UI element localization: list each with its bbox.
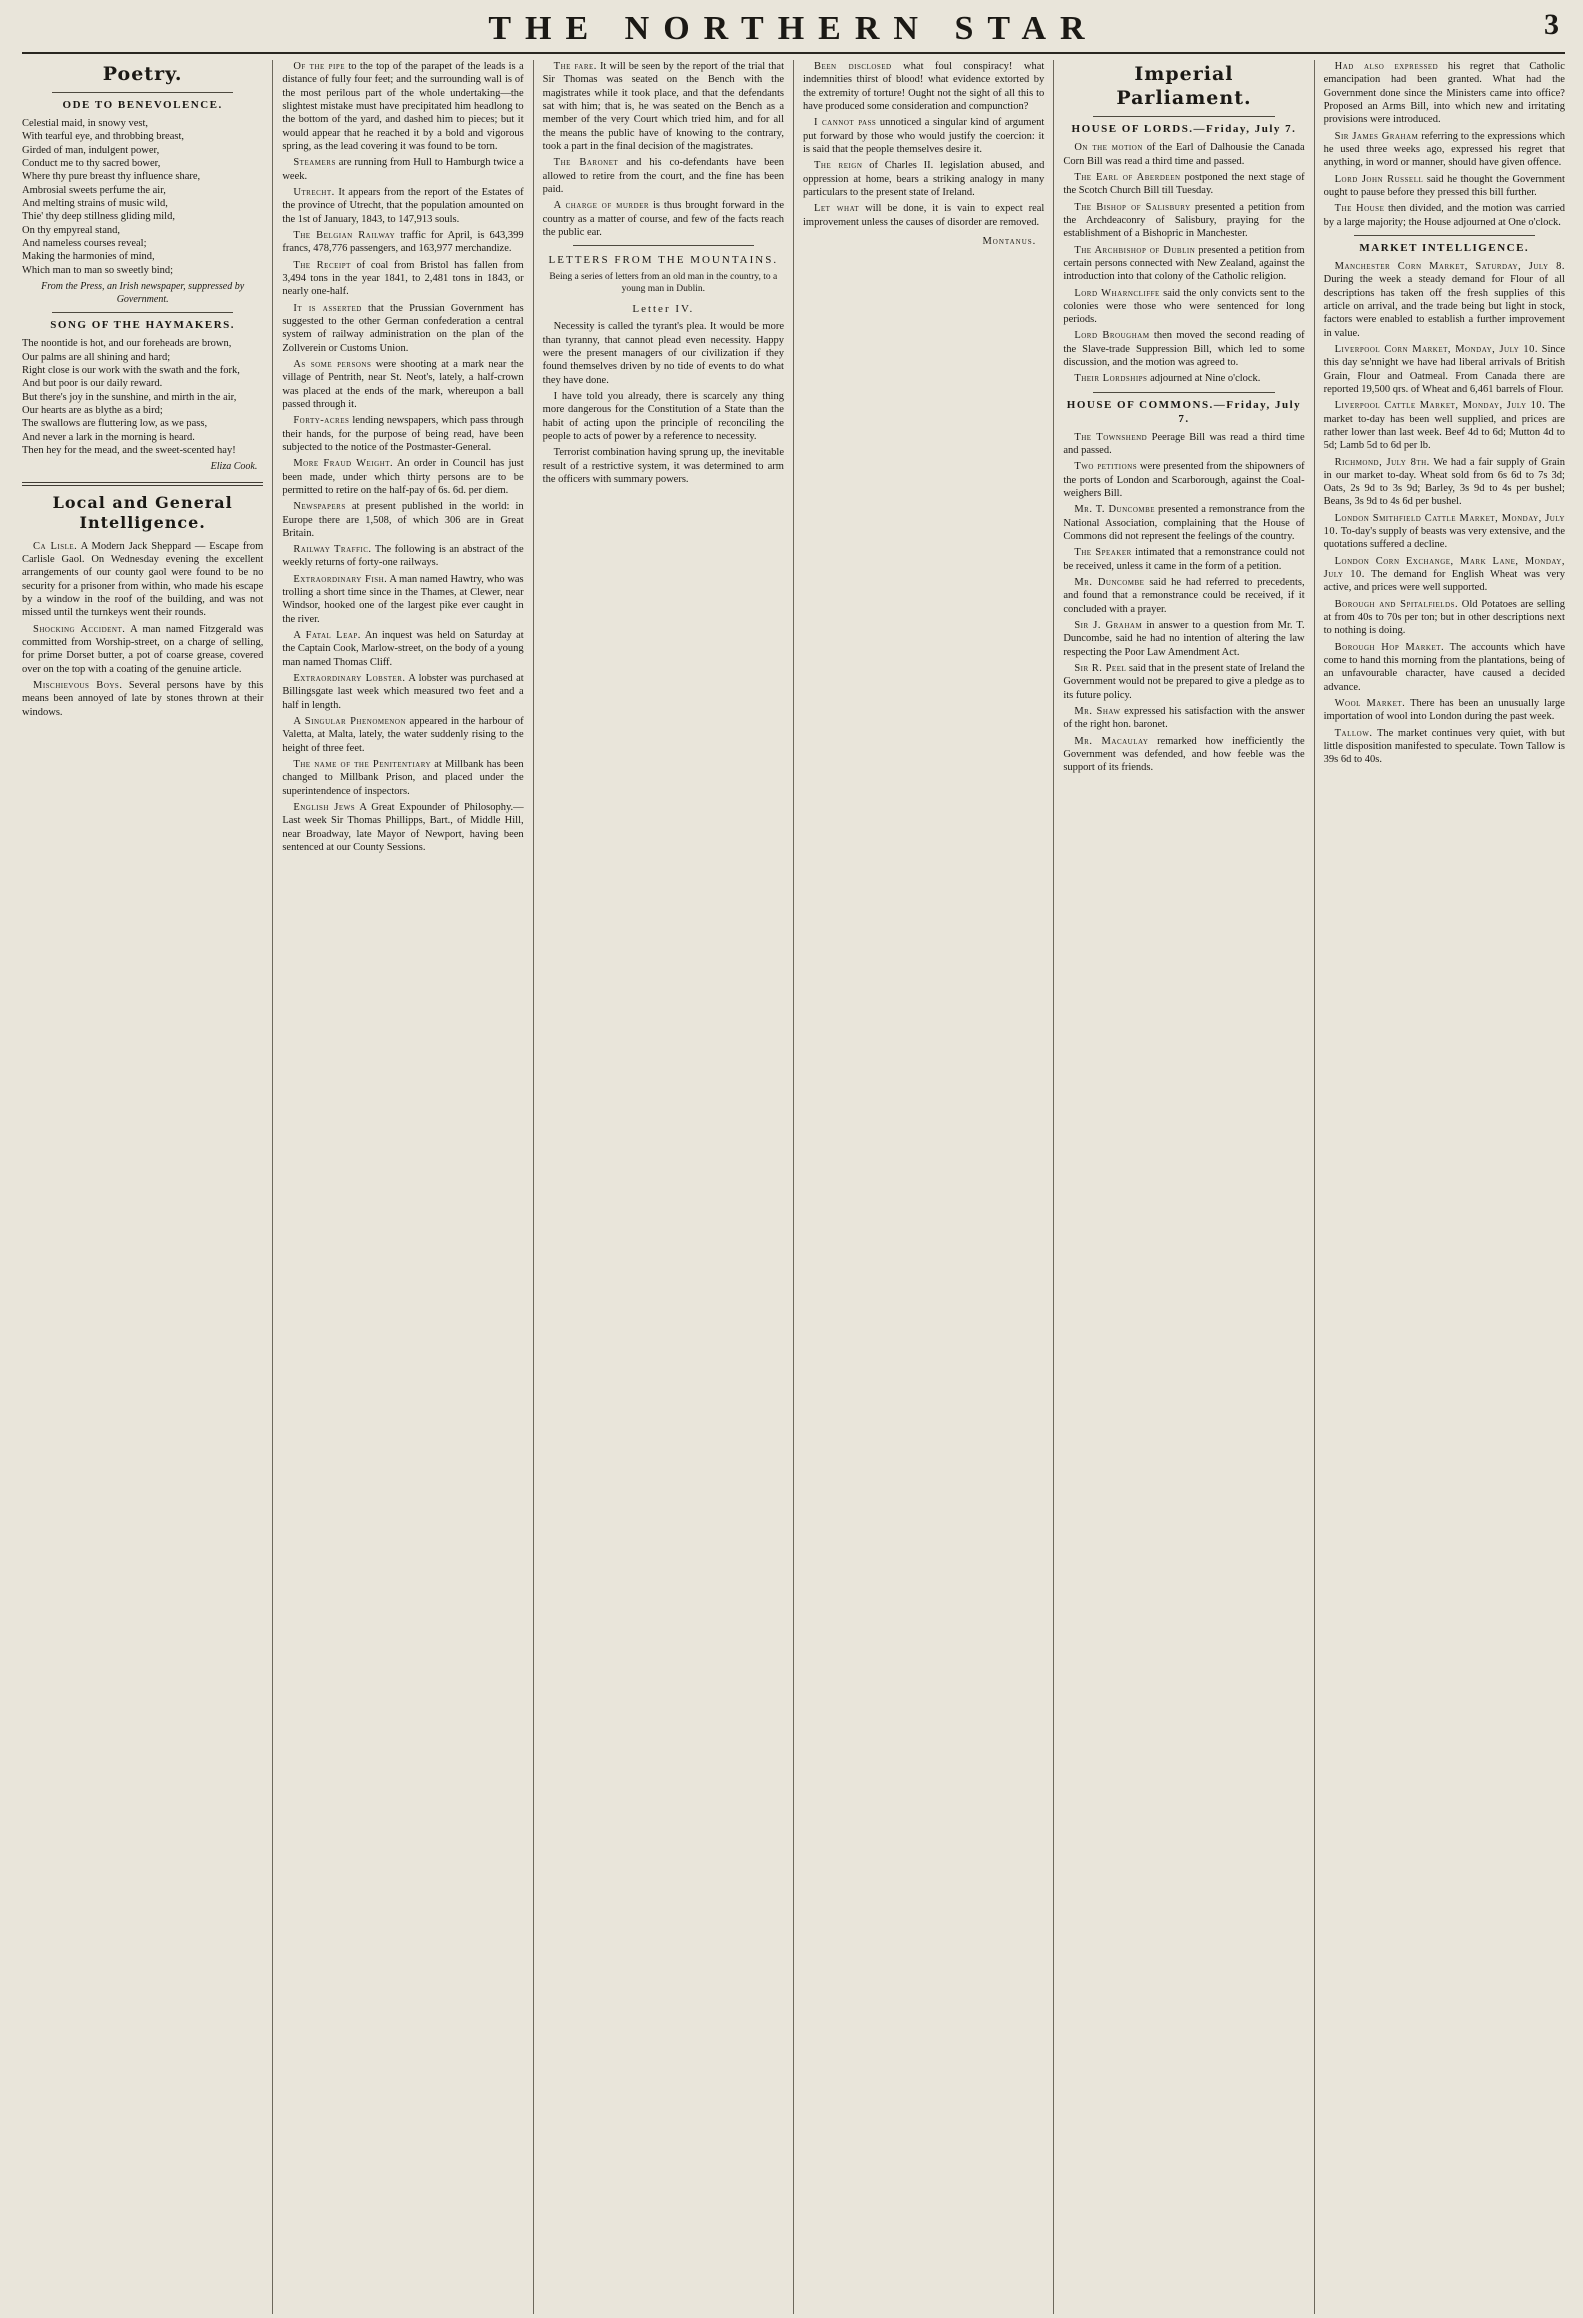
- paragraph-lead: Steamers: [293, 157, 336, 169]
- paragraph: [282, 229, 523, 256]
- paragraph-lead: The Archbishop of Dublin: [1074, 244, 1196, 256]
- paragraph: [282, 358, 523, 411]
- paragraph: [282, 672, 523, 712]
- poem-line: And never a lark in the morning is heard.: [22, 431, 195, 443]
- paragraph-lead: Borough Hop Market.: [1334, 641, 1445, 653]
- paragraph: [22, 679, 263, 719]
- paragraph: [543, 199, 784, 239]
- column-4: [793, 60, 1053, 2314]
- paragraph: [282, 758, 523, 798]
- paragraph-text: A man named Hawtry, who was trolling a short time since in the Thames, at Clewer, near Windsor, hooked one of the largest pike ever caught in the river.: [282, 573, 524, 625]
- paragraph: [282, 457, 523, 497]
- paragraph: [1063, 372, 1304, 385]
- paragraph-lead: Wool Market.: [1334, 698, 1406, 710]
- paragraph: [22, 623, 263, 676]
- divider: [1093, 392, 1274, 393]
- paragraph: [803, 202, 1044, 229]
- divider: [52, 312, 233, 313]
- paragraph-text: then moved the second reading of the Slave-trade Suppression Bill, which led to some discussion, and the motion was agreed to.: [1063, 330, 1305, 369]
- paragraph-text: of the Earl of Dalhousie the Canada Corn Bill was read a third time and passed.: [1063, 142, 1305, 167]
- paragraph: [1063, 287, 1304, 327]
- paragraph-lead: The Speaker: [1074, 547, 1132, 559]
- poem-line: Ambrosial sweets perfume the air,: [22, 184, 166, 196]
- paragraph-text: were shooting at a mark near the village of Pentrith, near St. Neot's, lately, a half-crown was placed at the ends of the mark, whereupon a ball passed through it.: [282, 358, 524, 410]
- paragraph-text: Since this day se'nnight we have had liberal arrivals of British Grain, Flour and Oatmeal. From Canada there are reported 19,500 qrs. of Wheat and 6,461 barrels of Flour.: [1323, 343, 1565, 395]
- paragraph-lead: Mr. Duncombe: [1074, 577, 1145, 589]
- poem-line: Our hearts are as blythe as a bird;: [22, 405, 163, 417]
- paragraph: [1324, 598, 1565, 638]
- paragraph-text: in answer to a question from Mr. T. Duncombe, said he had no intention of altering the law respecting the Poor Law Amendment Act.: [1063, 620, 1305, 658]
- paragraph-text: The following is an abstract of the weekly returns of forty-one railways.: [282, 544, 524, 569]
- paragraph-lead: Railway Traffic.: [293, 544, 372, 556]
- paragraph-lead: Mr. Macaulay: [1074, 735, 1149, 747]
- parliament-continued: [1324, 60, 1565, 229]
- divider: [1354, 235, 1535, 236]
- paragraph: [1324, 343, 1565, 396]
- column-2: [272, 60, 532, 2314]
- paragraph-text: We had a fair supply of Grain in our market to-day. Wheat sold from 6s 6d to 7s 3d; Oats, 2s 9d to 3s 9d; Barley, 3s 9d to 4s per bushel; Beans, 3s 9d to 4s 6d per bushel.: [1323, 456, 1565, 508]
- paragraph-text: are running from Hull to Hamburgh twice a week.: [282, 157, 524, 182]
- paragraph-text: postponed the next stage of the Scotch Church Bill till Tuesday.: [1063, 171, 1305, 197]
- paragraph-lead: Mischievous Boys.: [33, 679, 123, 691]
- paragraph-lead: The fare.: [553, 61, 597, 72]
- paragraph-text: then divided, and the motion was carried by a large majority; the House adjourned at One o'clock.: [1323, 203, 1565, 228]
- poem-author: Eliza Cook.: [210, 461, 258, 473]
- poem-line: And but poor is our daily reward.: [22, 378, 163, 390]
- letters-description: Being a series of letters from an old man in the country, to a young man in Dublin.: [549, 272, 778, 295]
- paragraph: [1063, 244, 1304, 284]
- paragraph-text: said he thought the Government ought to pause before they pressed this bill further.: [1323, 173, 1565, 198]
- paragraph-text: presented a petition from certain persons connected with New Zealand, against the introduction into that colony of the Catholic religion.: [1063, 244, 1305, 283]
- paragraph: [1063, 460, 1304, 500]
- paragraph-lead: Liverpool Corn Market, Monday, July 10.: [1334, 343, 1538, 355]
- paragraph-text: is thus brought forward in the country as a matter of course, and few of the facts reach the public ear.: [542, 200, 784, 238]
- paragraph-text: of coal from Bristol has fallen from 3,494 tons in the year 1841, to 2,481 tons in 1843, or nearly one-half.: [282, 259, 524, 298]
- paragraph: [1324, 173, 1565, 200]
- paragraph: [1063, 662, 1304, 702]
- paragraph-text: said the only convicts sent to the colonies were those who were sentenced for long periods.: [1063, 287, 1305, 326]
- paragraph-lead: Mr. Shaw: [1074, 705, 1121, 717]
- poem-title: SONG OF THE HAYMAKERS.: [50, 319, 236, 332]
- paragraph: [1063, 619, 1304, 659]
- poem-line: Our palms are all shining and hard;: [22, 351, 171, 363]
- paragraph: [282, 543, 523, 570]
- paragraph: [282, 156, 523, 183]
- paragraph-lead: Utrecht.: [293, 186, 335, 198]
- paragraph-lead: London Corn Exchange, Mark Lane, Monday, July 10.: [1323, 555, 1565, 581]
- paragraph-lead: The Townshend: [1074, 431, 1148, 443]
- divider: [573, 245, 754, 246]
- page-number: 3: [1544, 8, 1559, 41]
- paragraph: [1324, 727, 1565, 767]
- paragraph-text: The market continues very quiet, with but little disposition manifested to speculate. Town Tallow is 39s 6d to 40s.: [1323, 727, 1565, 766]
- paragraph-text: remarked how inefficiently the Government was defended, and how feeble was the support of its friends.: [1063, 735, 1305, 774]
- paragraph: [282, 573, 523, 626]
- paragraph-lead: On the motion: [1074, 142, 1143, 154]
- paragraph-text: lending newspapers, which pass through their hands, for the purpose of being read, have been subjected to the notice of the Postmaster-General.: [282, 415, 524, 453]
- poem-source: From the Press, an Irish newspaper, suppressed by Government.: [41, 281, 245, 305]
- paragraph: [282, 801, 523, 854]
- paragraph-lead: A Singular Phenomenon: [293, 716, 407, 728]
- paragraph: [1324, 697, 1565, 724]
- paragraph: [1063, 576, 1304, 616]
- poem-line: The noontide is hot, and our foreheads are brown,: [22, 338, 232, 350]
- paragraph-text: There has been an unusually large importation of wool into London during the past week.: [1323, 698, 1565, 723]
- paragraph-text: Peerage Bill was read a third time and passed.: [1063, 431, 1305, 457]
- market-intelligence-heading: MARKET INTELLIGENCE.: [1359, 241, 1530, 254]
- letter-signature: Montanus.: [982, 235, 1037, 247]
- poem-body: [22, 337, 263, 457]
- paragraph-text: expressed his satisfaction with the answer of the right hon. baronet.: [1063, 705, 1305, 731]
- masthead-title: THE NORTHERN STAR: [488, 10, 1099, 47]
- paragraph: [543, 156, 784, 196]
- paragraph: [1324, 202, 1565, 229]
- paragraph-lead: Lord Brougham: [1074, 330, 1150, 342]
- poem-line: Girded of man, indulgent power,: [22, 144, 160, 156]
- paragraph-lead: The Baronet: [553, 157, 619, 169]
- paragraph-lead: Extraordinary Fish.: [293, 573, 388, 585]
- paragraph-lead: As some persons: [293, 358, 372, 370]
- paragraph: [1324, 456, 1565, 509]
- paragraph: [22, 540, 263, 620]
- paragraph-lead: The Belgian Railway: [293, 229, 396, 241]
- poem-line: Conduct me to thy sacred bower,: [22, 158, 161, 170]
- paragraph-lead: English Jews: [293, 802, 356, 814]
- news-items: [282, 60, 523, 854]
- paragraph-lead: Richmond, July 8th.: [1334, 456, 1430, 468]
- poem-line: Where thy pure breast thy influence share,: [22, 171, 201, 183]
- paragraph-lead: Liverpool Cattle Market, Monday, July 10.: [1334, 400, 1546, 412]
- paragraph-lead: Newspapers: [293, 501, 346, 513]
- paragraph-text: It will be seen by the report of the trial that Sir Thomas was seated on the Bench with the magistrates while it took place, and that the defendants sat with him; that is, he was seated on the Bench as a member of the very Court which tried him, and for all the means the public have of knowing to the contrary, took a part in the final decision of the magistrates.: [542, 61, 784, 152]
- column-1: [22, 60, 272, 2314]
- paragraph: [282, 259, 523, 299]
- poem-line: Right close is our work with the swath and the fork,: [22, 365, 240, 377]
- paragraph: [1324, 641, 1565, 694]
- house-of-lords-heading: HOUSE OF LORDS.—Friday, July 7.: [1071, 123, 1297, 136]
- poem-line: Thie' thy deep stillness gliding mild,: [22, 211, 175, 223]
- paragraph-lead: Had also expressed: [1334, 61, 1439, 72]
- letter-number: Letter IV.: [632, 303, 695, 316]
- poem-line: And nameless courses reveal;: [22, 238, 147, 250]
- paragraph-text: appeared in the harbour of Valetta, at Malta, lately, the water suddenly rising to the height of three feet.: [282, 716, 524, 754]
- paragraph-lead: Two petitions: [1074, 461, 1138, 473]
- section-heading-poetry: Poetry.: [102, 63, 183, 85]
- paragraph-text: said he had referred to precedents, and found that a remonstrance could be received, if it concluded with a prayer.: [1063, 577, 1305, 615]
- paragraph: [1063, 171, 1304, 198]
- paragraph-text: A man named Fitzgerald was committed from Worship-street, on a charge of selling, for prime Dorset butter, a pot of coarse grease, covered over on the top with a coating of the genuine article.: [22, 623, 264, 675]
- paragraph-text: An inquest was held on Saturday at the Captain Cook, Marlow-street, on the body of a young man named Thomas Cliff.: [282, 630, 524, 668]
- paragraph-lead: Tallow.: [1334, 727, 1373, 739]
- paragraph-text: presented a remonstrance from the National Association, complaining that the House of Commons did not represent the feelings of the country.: [1063, 504, 1305, 543]
- paragraph: [1063, 546, 1304, 573]
- paragraph-lead: Lord Wharncliffe: [1074, 287, 1160, 299]
- column-3: [533, 60, 793, 2314]
- paragraph-text: During the week a steady demand for Flour of all descriptions has taken off the fresh supplies of this article on arrival, and the trade being but light in stock, factors were enabled to establish a further improvement in value.: [1323, 274, 1565, 339]
- paragraph-text: adjourned at Nine o'clock.: [1150, 373, 1261, 385]
- paragraph: [1063, 431, 1304, 458]
- letters-heading: LETTERS FROM THE MOUNTAINS.: [548, 254, 779, 267]
- poem-line: Then hey for the mead, and the sweet-scented hay!: [22, 445, 236, 456]
- paragraph: [1063, 329, 1304, 369]
- paragraph-text: Several persons have by this means been annoyed of late by stones thrown at their windows.: [22, 679, 264, 718]
- paragraph-lead: The name of the Penitentiary: [293, 759, 432, 771]
- paragraph: [282, 414, 523, 454]
- poem-title: ODE TO BENEVOLENCE.: [62, 99, 223, 112]
- paragraph: [1324, 60, 1565, 127]
- paragraph-text: said that in the present state of Ireland the Government would not be prepared to give a pledge as to its future policy.: [1063, 662, 1305, 701]
- paragraph-lead: Extraordinary Lobster.: [293, 673, 406, 685]
- paragraph: [803, 116, 1044, 156]
- paragraph: [282, 186, 523, 226]
- paragraph-text: at Millbank has been changed to Millbank Prison, and placed under the superintendence of inspectors.: [282, 759, 524, 797]
- house-of-commons-heading: HOUSE OF COMMONS.—Friday, July 7.: [1066, 398, 1302, 425]
- paragraph-text: of Charles II. legislation abused, and oppression at home, bears a striking analogy in many particulars to the present state of Ireland.: [802, 160, 1045, 198]
- news-items: [22, 540, 263, 719]
- paragraph: [543, 60, 784, 153]
- letter-body: [543, 320, 784, 486]
- paragraph-text: A lobster was purchased at Billingsgate last week which measured two feet and a half in length.: [282, 673, 524, 711]
- paragraph-text: were presented from the shipowners of the ports of London and Scarborough, against the Coal-weighers Bill.: [1063, 461, 1305, 500]
- paragraph: [1063, 735, 1304, 775]
- paragraph-text: and his co-defendants have been allowed to retire from the court, and the fine has been paid.: [542, 157, 784, 195]
- poem-line: But there's joy in the sunshine, and mirth in the air,: [22, 391, 237, 403]
- poem-line: The swallows are fluttering low, as we pass,: [22, 418, 208, 430]
- article-body: [543, 60, 784, 239]
- paragraph-lead: Lord John Russell: [1334, 173, 1424, 185]
- paragraph-text: to the top of the parapet of the leads is a distance of fully four feet; and the surrounding wall is of the most perilous part of the whole undertaking—the slightest mistake must have precipitated him headlong to the bottom of the yard, and dashed him to pieces; but it would appear that he reached it by a bold and vigorous spring, as the lead covering it was found to be torn.: [282, 61, 524, 152]
- paragraph-lead: Been disclosed: [813, 61, 892, 72]
- paragraph-text: An order in Council has just been made, under which thirty persons are to be permitted to retire on the half-pay of 6s. 6d. per diem.: [282, 458, 524, 496]
- paragraph-lead: Sir James Graham: [1334, 130, 1419, 142]
- divider: [1093, 116, 1274, 117]
- paragraph: Necessity is called the tyrant's plea. It would be more than tyranny, that cannot plead even necessity. Happy were the present managers of our civilization if they found themselves driven by no tide of events to do what they have done.: [542, 321, 784, 386]
- paragraph: [282, 715, 523, 755]
- paragraph-lead: Mr. T. Duncombe: [1074, 504, 1156, 516]
- paragraph-lead: Shocking Accident.: [33, 623, 126, 635]
- paragraph-text: The market to-day has been well supplied, and prices are rather lower than last week. Beef 4d to 6d; Mutton 4d to 5d; Lamb 5d to 6d per lb.: [1323, 400, 1565, 452]
- paragraph-lead: The reign: [813, 160, 863, 172]
- paragraph-text: at present published in the world: in Europe there are 1,508, of which 306 are in Great Britain.: [282, 501, 524, 539]
- paragraph: [1324, 555, 1565, 595]
- paragraph-lead: Let what: [813, 203, 860, 215]
- paragraph-text: that the Prussian Government has suggested to the other German confederation a central system of railway administration on the plan of the Zollverein or Customs Union.: [282, 302, 524, 354]
- paragraph: [803, 159, 1044, 199]
- paragraph-lead: More Fraud Weight.: [293, 458, 394, 470]
- commons-proceedings: [1063, 431, 1304, 775]
- paragraph: [1324, 130, 1565, 170]
- paragraph-lead: The Receipt: [293, 259, 351, 271]
- paragraph-text: what foul conspiracy! what indemnities thirst of blood! what evidence extorted by the extremity of torture! Ought not the sight of all this to have produced some consideration and compunction?: [802, 61, 1045, 112]
- section-heading-local: Local and General Intelligence.: [52, 493, 233, 533]
- letter-body: [803, 60, 1044, 229]
- paragraph-text: It appears from the report of the Estates of the province of Utrecht, that the population amounted on the 1st of January, 1843, to 147,913 souls.: [282, 186, 524, 225]
- paragraph: [1324, 399, 1565, 452]
- paragraph-text: referring to the expressions which he used three weeks ago, expressed his regret that anything, in word or manner, should have given offence.: [1323, 130, 1565, 169]
- paragraph-lead: The Bishop of Salisbury: [1074, 201, 1191, 213]
- paragraph-lead: Of the pipe: [293, 61, 346, 72]
- paragraph-lead: The House: [1334, 203, 1385, 215]
- columns: [22, 60, 1565, 2314]
- paragraph-lead: Borough and Spitalfields.: [1334, 598, 1459, 610]
- paragraph: [282, 500, 523, 540]
- paragraph-lead: It is asserted: [293, 302, 362, 314]
- masthead: [22, 6, 1565, 54]
- paragraph: [282, 302, 523, 355]
- paragraph-text: his regret that Catholic emancipation had been granted. What had the Government done since the Ministers came into office? Proposed an Arms Bill, into which new and irritating provisions were introduced.: [1323, 61, 1565, 126]
- paragraph-lead: A Fatal Leap.: [293, 630, 361, 642]
- paragraph-text: Old Potatoes are selling at from 40s to 70s per ton; but in other descriptions next to nothing is doing.: [1323, 598, 1565, 637]
- paragraph: [803, 60, 1044, 113]
- poem-line: On thy empyreal stand,: [22, 224, 120, 236]
- paragraph-lead: Manchester Corn Market, Saturday, July 8.: [1334, 260, 1565, 272]
- paragraph-lead: Sir J. Graham: [1074, 620, 1143, 631]
- paragraph: [1324, 512, 1565, 552]
- paragraph-text: The accounts which have come to hand this morning from the plantations, being of an unfavourable character, have caused a decided advance.: [1323, 641, 1565, 693]
- column-6: [1314, 60, 1565, 2314]
- lords-proceedings: [1063, 141, 1304, 386]
- paragraph: [1063, 705, 1304, 732]
- paragraph: I have told you already, there is scarcely any thing more dangerous for the Constitution of a State than the habit of acting upon the principle of reconciling the people to acts of power by a reference to necessity.: [542, 390, 784, 442]
- paragraph-text: will be done, it is vain to expect real improvement unless the causes of disorder are removed.: [802, 203, 1045, 228]
- poem-line: Making the harmonies of mind,: [22, 251, 155, 263]
- paragraph-lead: Ca Lisle.: [33, 540, 78, 552]
- paragraph-lead: Sir R. Peel: [1074, 662, 1127, 674]
- market-reports: [1324, 260, 1565, 767]
- poem-line: Which man to man so sweetly bind;: [22, 264, 174, 276]
- paragraph: Terrorist combination having sprung up, the inevitable result of a restrictive system, it was determined to arm the officers with summary powers.: [542, 447, 784, 485]
- paragraph: [1324, 260, 1565, 340]
- paragraph-text: presented a petition from the Archdeaconry of Salisbury, praying for the establishment of a Bishopric in Manchester.: [1063, 201, 1305, 240]
- section-heading-parliament: Imperial Parliament.: [1116, 63, 1252, 110]
- paragraph-lead: London Smithfield Cattle Market, Monday, July 10.: [1323, 512, 1565, 538]
- divider: [52, 92, 233, 93]
- poem-body: [22, 117, 263, 277]
- paragraph-text: traffic for April, is 643,399 francs, 478,776 passengers, and 163,977 merchandize.: [282, 229, 524, 255]
- poem-line: Celestial maid, in snowy vest,: [22, 118, 148, 130]
- paragraph-text: The demand for English Wheat was very active, and prices were well supported.: [1323, 569, 1565, 594]
- double-rule: [22, 482, 263, 486]
- paragraph-lead: Their Lordships: [1074, 373, 1148, 385]
- column-5: [1053, 60, 1313, 2314]
- paragraph-lead: Forty-acres: [293, 415, 350, 427]
- paragraph-text: A Modern Jack Sheppard — Escape from Carlisle Gaol. On Wednesday evening the excellent arrangements of our county gaol were found to be no security for a prisoner from within, who made his escape by a window in the roof of the building, and was not missed until the turnkeys went their rounds.: [22, 540, 264, 619]
- paragraph-lead: The Earl of Aberdeen: [1074, 171, 1181, 183]
- paragraph: [1063, 503, 1304, 543]
- paragraph-text: unnoticed a singular kind of argument put forward by those who would justify the coercion: it is said that the people themselves desire it.: [802, 117, 1045, 155]
- paragraph-lead: A charge of murder: [553, 200, 650, 212]
- paragraph: [1063, 201, 1304, 241]
- poem-line: With tearful eye, and throbbing breast,: [22, 131, 184, 143]
- paragraph-lead: I cannot pass: [813, 117, 877, 129]
- paragraph-text: intimated that a remonstrance could not be received, unless it came in the form of a petition.: [1063, 547, 1305, 572]
- paragraph: [282, 629, 523, 669]
- paragraph: [282, 60, 523, 153]
- paragraph: [1063, 141, 1304, 168]
- paragraph-text: To-day's supply of beasts was very extensive, and the quotations suffered a decline.: [1323, 526, 1565, 551]
- poem-line: And melting strains of music wild,: [22, 198, 168, 210]
- paragraph-text: A Great Expounder of Philosophy.—Last week Sir Thomas Phillipps, Bart., of Middle Hill, near Broadway, late Mayor of Newport, having been sentenced at our County Sessions.: [282, 802, 524, 854]
